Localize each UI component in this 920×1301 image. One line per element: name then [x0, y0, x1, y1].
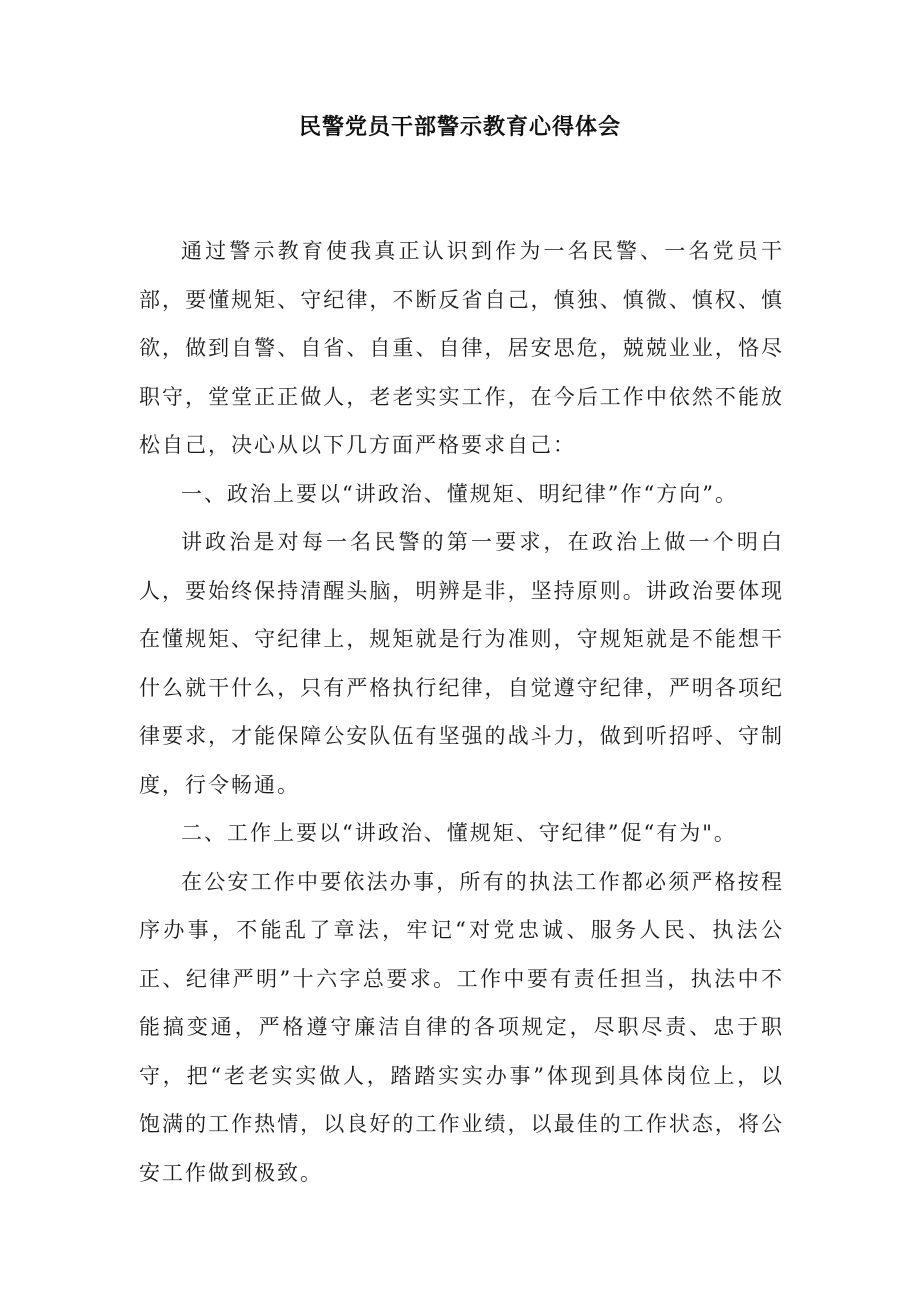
document-body — [139, 227, 784, 1197]
paragraph-intro: 通过警示教育使我真正认识到作为一名民警、一名党员干部，要懂规矩、守纪律，不断反省自己，慎独、慎微、慎权、慎欲，做到自警、自省、自重、自律，居安思危，兢兢业业，恪尽职守，堂堂正正做人，老老实实工作，在今后工作中依然不能放松自己，决心从以下几方面严格要求自己： — [139, 239, 784, 457]
paragraph-heading-1: 一、政治上要以“讲政治、懂规矩、明纪律”作“方向”。 — [181, 481, 738, 506]
paragraph-political: 讲政治是对每一名民警的第一要求，在政治上做一个明白人，要始终保持清醒头脑，明辨是非，坚持原则。讲政治要体现在懂规矩、守纪律上，规矩就是行为准则，守规矩就是不能想干什么就干什么，只有严格执行纪律，自觉遵守纪律，严明各项纪律要求，才能保障公安队伍有坚强的战斗力，做到听招呼、守制度，行令畅通。 — [139, 530, 784, 797]
document-title: 民警党员干部警示教育心得体会 — [298, 115, 621, 140]
paragraph-work: 在公安工作中要依法办事，所有的执法工作都必须严格按程序办事，不能乱了章法，牢记“对党忠诚、服务人民、执法公正、纪律严明”十六字总要求。工作中要有责任担当，执法中不能搞变通，严格遵守廉洁自律的各项规定，尽职尽责、忠于职守，把“老老实实做人，踏踏实实办事”体现到具体岗位上，以饱满的工作热情，以良好的工作业绩，以最佳的工作状态，将公安工作做到极致。 — [139, 869, 784, 1185]
paragraph-heading-2: 二、工作上要以“讲政治、懂规矩、守纪律”促“有为"。 — [181, 821, 737, 845]
